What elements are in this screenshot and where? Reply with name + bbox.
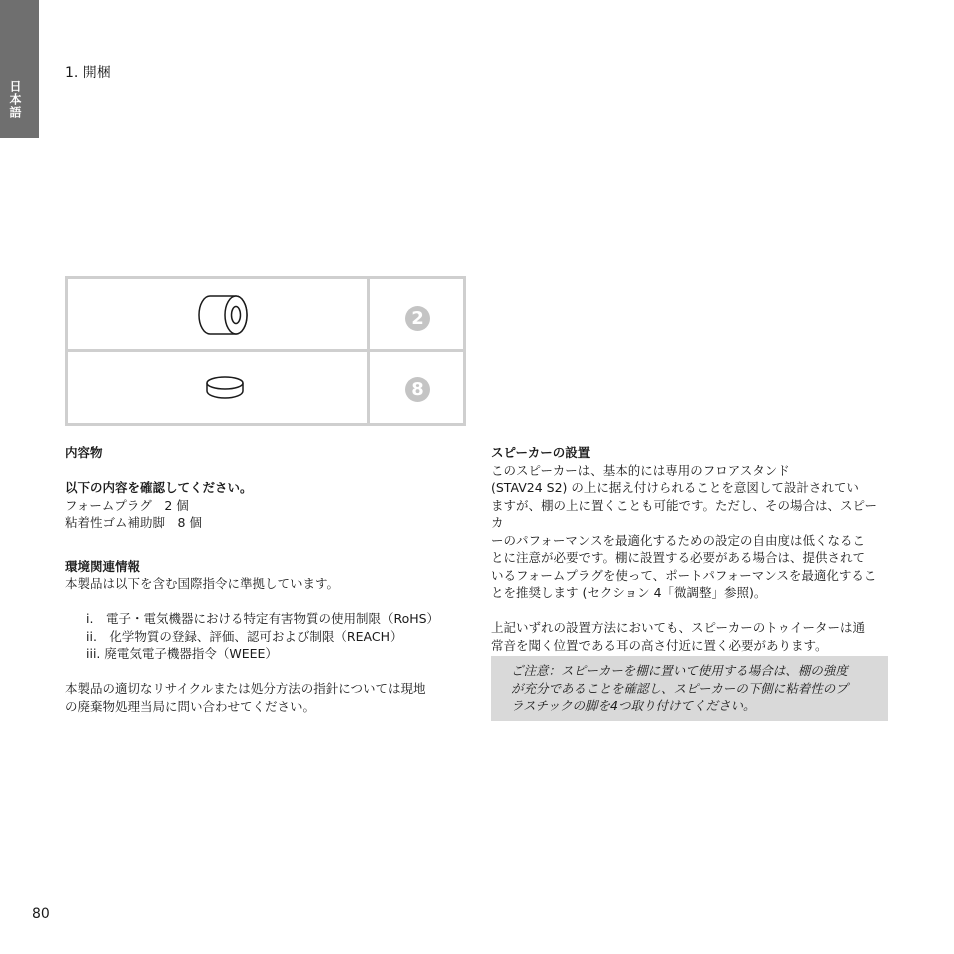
list-item: iii. 廃電気電子機器指令（WEEE） — [86, 646, 278, 661]
language-tab — [0, 0, 39, 138]
foam-plug-icon — [196, 293, 256, 337]
recycle-text: 本製品の適切なリサイクルまたは処分方法の指針については現地 — [65, 681, 426, 696]
note-line: ラスチックの脚を4つ取り付けてください。 — [511, 698, 756, 713]
install-heading: スピーカーの設置 — [491, 445, 591, 460]
contents-row-1-image-cell — [68, 279, 367, 349]
section-title: 1. 開梱 — [65, 65, 111, 81]
quantity-badge: 2 — [405, 306, 430, 331]
body-line: とに注意が必要です。棚に設置する必要がある場合は、提供されて — [491, 550, 866, 565]
note-box — [491, 656, 888, 721]
body-line: このスピーカーは、基本的には専用のフロアスタンド — [491, 462, 790, 478]
contents-heading: 内容物 — [65, 445, 103, 460]
left-column — [65, 444, 460, 715]
list-item: i. 電子・電気機器における特定有害物質の使用制限（RoHS） — [86, 611, 440, 626]
directive-list — [65, 610, 460, 663]
list-item: フォームプラグ 2 個 — [65, 497, 189, 513]
recycle-text: の廃棄物処理当局に問い合わせてください。 — [65, 698, 316, 714]
contents-row-2-image-cell — [68, 352, 367, 423]
contents-row-2-qty-cell — [370, 352, 463, 423]
body-line: いるフォームプラグを使って、ポートパフォーマンスを最適化するこ — [491, 567, 877, 583]
env-intro: 本製品は以下を含む国際指令に準拠しています。 — [65, 576, 340, 591]
body-line: 上記いずれの設置方法においても、スピーカーのトゥイーターは通 — [491, 620, 865, 635]
confirm-heading: 以下の内容を確認してください。 — [65, 480, 253, 495]
body-line: ーのパフォーマンスを最適化するための設定の自由度は低くなるこ — [491, 532, 866, 548]
contents-row-1-qty-cell — [370, 279, 463, 349]
body-line: 常音を聞く位置である耳の高さ付近に置く必要があります。 — [491, 637, 828, 653]
note-line: ご注意：スピーカーを棚に置いて使用する場合は、棚の強度 — [511, 663, 848, 678]
rubber-foot-icon — [201, 374, 249, 402]
quantity-badge: 8 — [405, 377, 430, 402]
note-line: が充分であることを確認し、スピーカーの下側に粘着性のプ — [511, 680, 848, 696]
body-line: (STAV24 S2) の上に据え付けられることを意図して設計されてい — [491, 480, 859, 495]
env-heading: 環境関連情報 — [65, 558, 141, 574]
page-number: 80 — [32, 906, 50, 922]
body-line: とを推奨します (セクション 4「微調整」参照)。 — [491, 585, 767, 600]
list-item: 粘着性ゴム補助脚 8 個 — [65, 515, 202, 530]
body-line: ますが、棚の上に置くことも可能です。ただし、その場合は、スピーカ — [491, 497, 878, 530]
list-item: ii. 化学物質の登録、評価、認可および制限（REACH） — [86, 628, 403, 644]
contents-table — [65, 276, 466, 426]
language-tab-label: 日本語 — [8, 80, 22, 119]
right-column — [491, 444, 888, 721]
